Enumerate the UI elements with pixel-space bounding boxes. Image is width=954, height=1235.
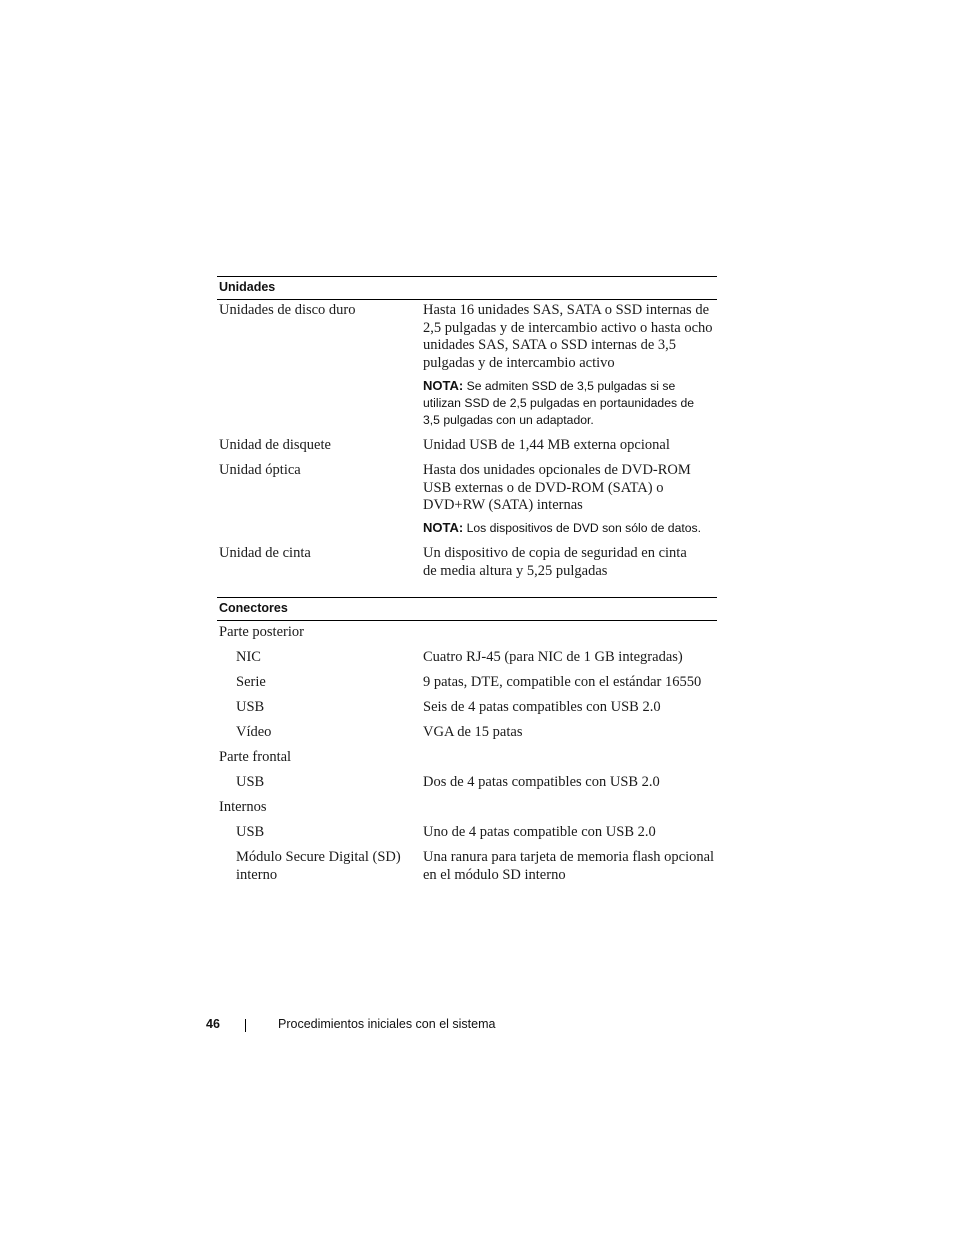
- note-text: Se admiten SSD de 3,5 pulgadas si se utilizan SSD de 2,5 pulgadas en portaunidades de 3,5 pulgadas con un adaptador.: [423, 379, 695, 427]
- front-usb-value: Dos de 4 patas compatibles con USB 2.0: [423, 774, 660, 790]
- drives-section-heading: Unidades: [217, 276, 717, 300]
- hard-drives-note: [423, 377, 713, 429]
- rear-usb-value: Seis de 4 patas compatibles con USB 2.0: [423, 699, 661, 715]
- note-prefix: NOTA:: [423, 378, 464, 393]
- internal-group-label: Internos: [219, 799, 267, 815]
- front-group-label: Parte frontal: [219, 749, 292, 765]
- hard-drives-value: Hasta 16 unidades SAS, SATA o SSD internas de 2,5 pulgadas y de intercambio activo o hasta ocho unidades SAS, SATA o SSD internas de 3,5 pulgadas y de intercambio activo: [423, 302, 713, 371]
- internal-sd-label: Módulo Secure Digital (SD) interno: [236, 849, 401, 883]
- rear-usb-label: USB: [236, 699, 265, 715]
- rear-video-label: Vídeo: [236, 724, 272, 740]
- optical-label: Unidad óptica: [219, 462, 301, 478]
- footer-separator: [245, 1019, 246, 1032]
- internal-sd-value: Una ranura para tarjeta de memoria flash opcional en el módulo SD interno: [423, 849, 715, 883]
- rear-serial-value: 9 patas, DTE, compatible con el estándar 16550: [423, 674, 702, 690]
- footer-title: Procedimientos iniciales con el sistema: [278, 1017, 496, 1031]
- rear-video-value: VGA de 15 patas: [423, 724, 523, 740]
- connectors-section-heading: Conectores: [217, 597, 717, 621]
- drives-section: [217, 276, 717, 300]
- floppy-label: Unidad de disquete: [219, 437, 331, 453]
- rear-group-label: Parte posterior: [219, 624, 304, 640]
- tape-label: Unidad de cinta: [219, 545, 311, 561]
- front-usb-label: USB: [236, 774, 265, 790]
- optical-value: Hasta dos unidades opcionales de DVD-ROM USB externas o de DVD-ROM (SATA) o DVD+RW (SATA) internas: [423, 462, 691, 513]
- hard-drives-label: Unidades de disco duro: [219, 302, 356, 318]
- internal-usb-label: USB: [236, 824, 265, 840]
- optical-note: [423, 519, 723, 537]
- note-text: Los dispositivos de DVD son sólo de datos.: [466, 521, 701, 535]
- tape-value: Un dispositivo de copia de seguridad en cinta de media altura y 5,25 pulgadas: [423, 545, 687, 579]
- footer-page-number: 46: [206, 1017, 220, 1031]
- rear-serial-label: Serie: [236, 674, 266, 690]
- note-prefix: NOTA:: [423, 520, 464, 535]
- internal-usb-value: Uno de 4 patas compatible con USB 2.0: [423, 824, 656, 840]
- floppy-value: Unidad USB de 1,44 MB externa opcional: [423, 437, 670, 453]
- rear-nic-value: Cuatro RJ-45 (para NIC de 1 GB integradas): [423, 649, 683, 665]
- rear-nic-label: NIC: [236, 649, 261, 665]
- connectors-section: [217, 597, 717, 621]
